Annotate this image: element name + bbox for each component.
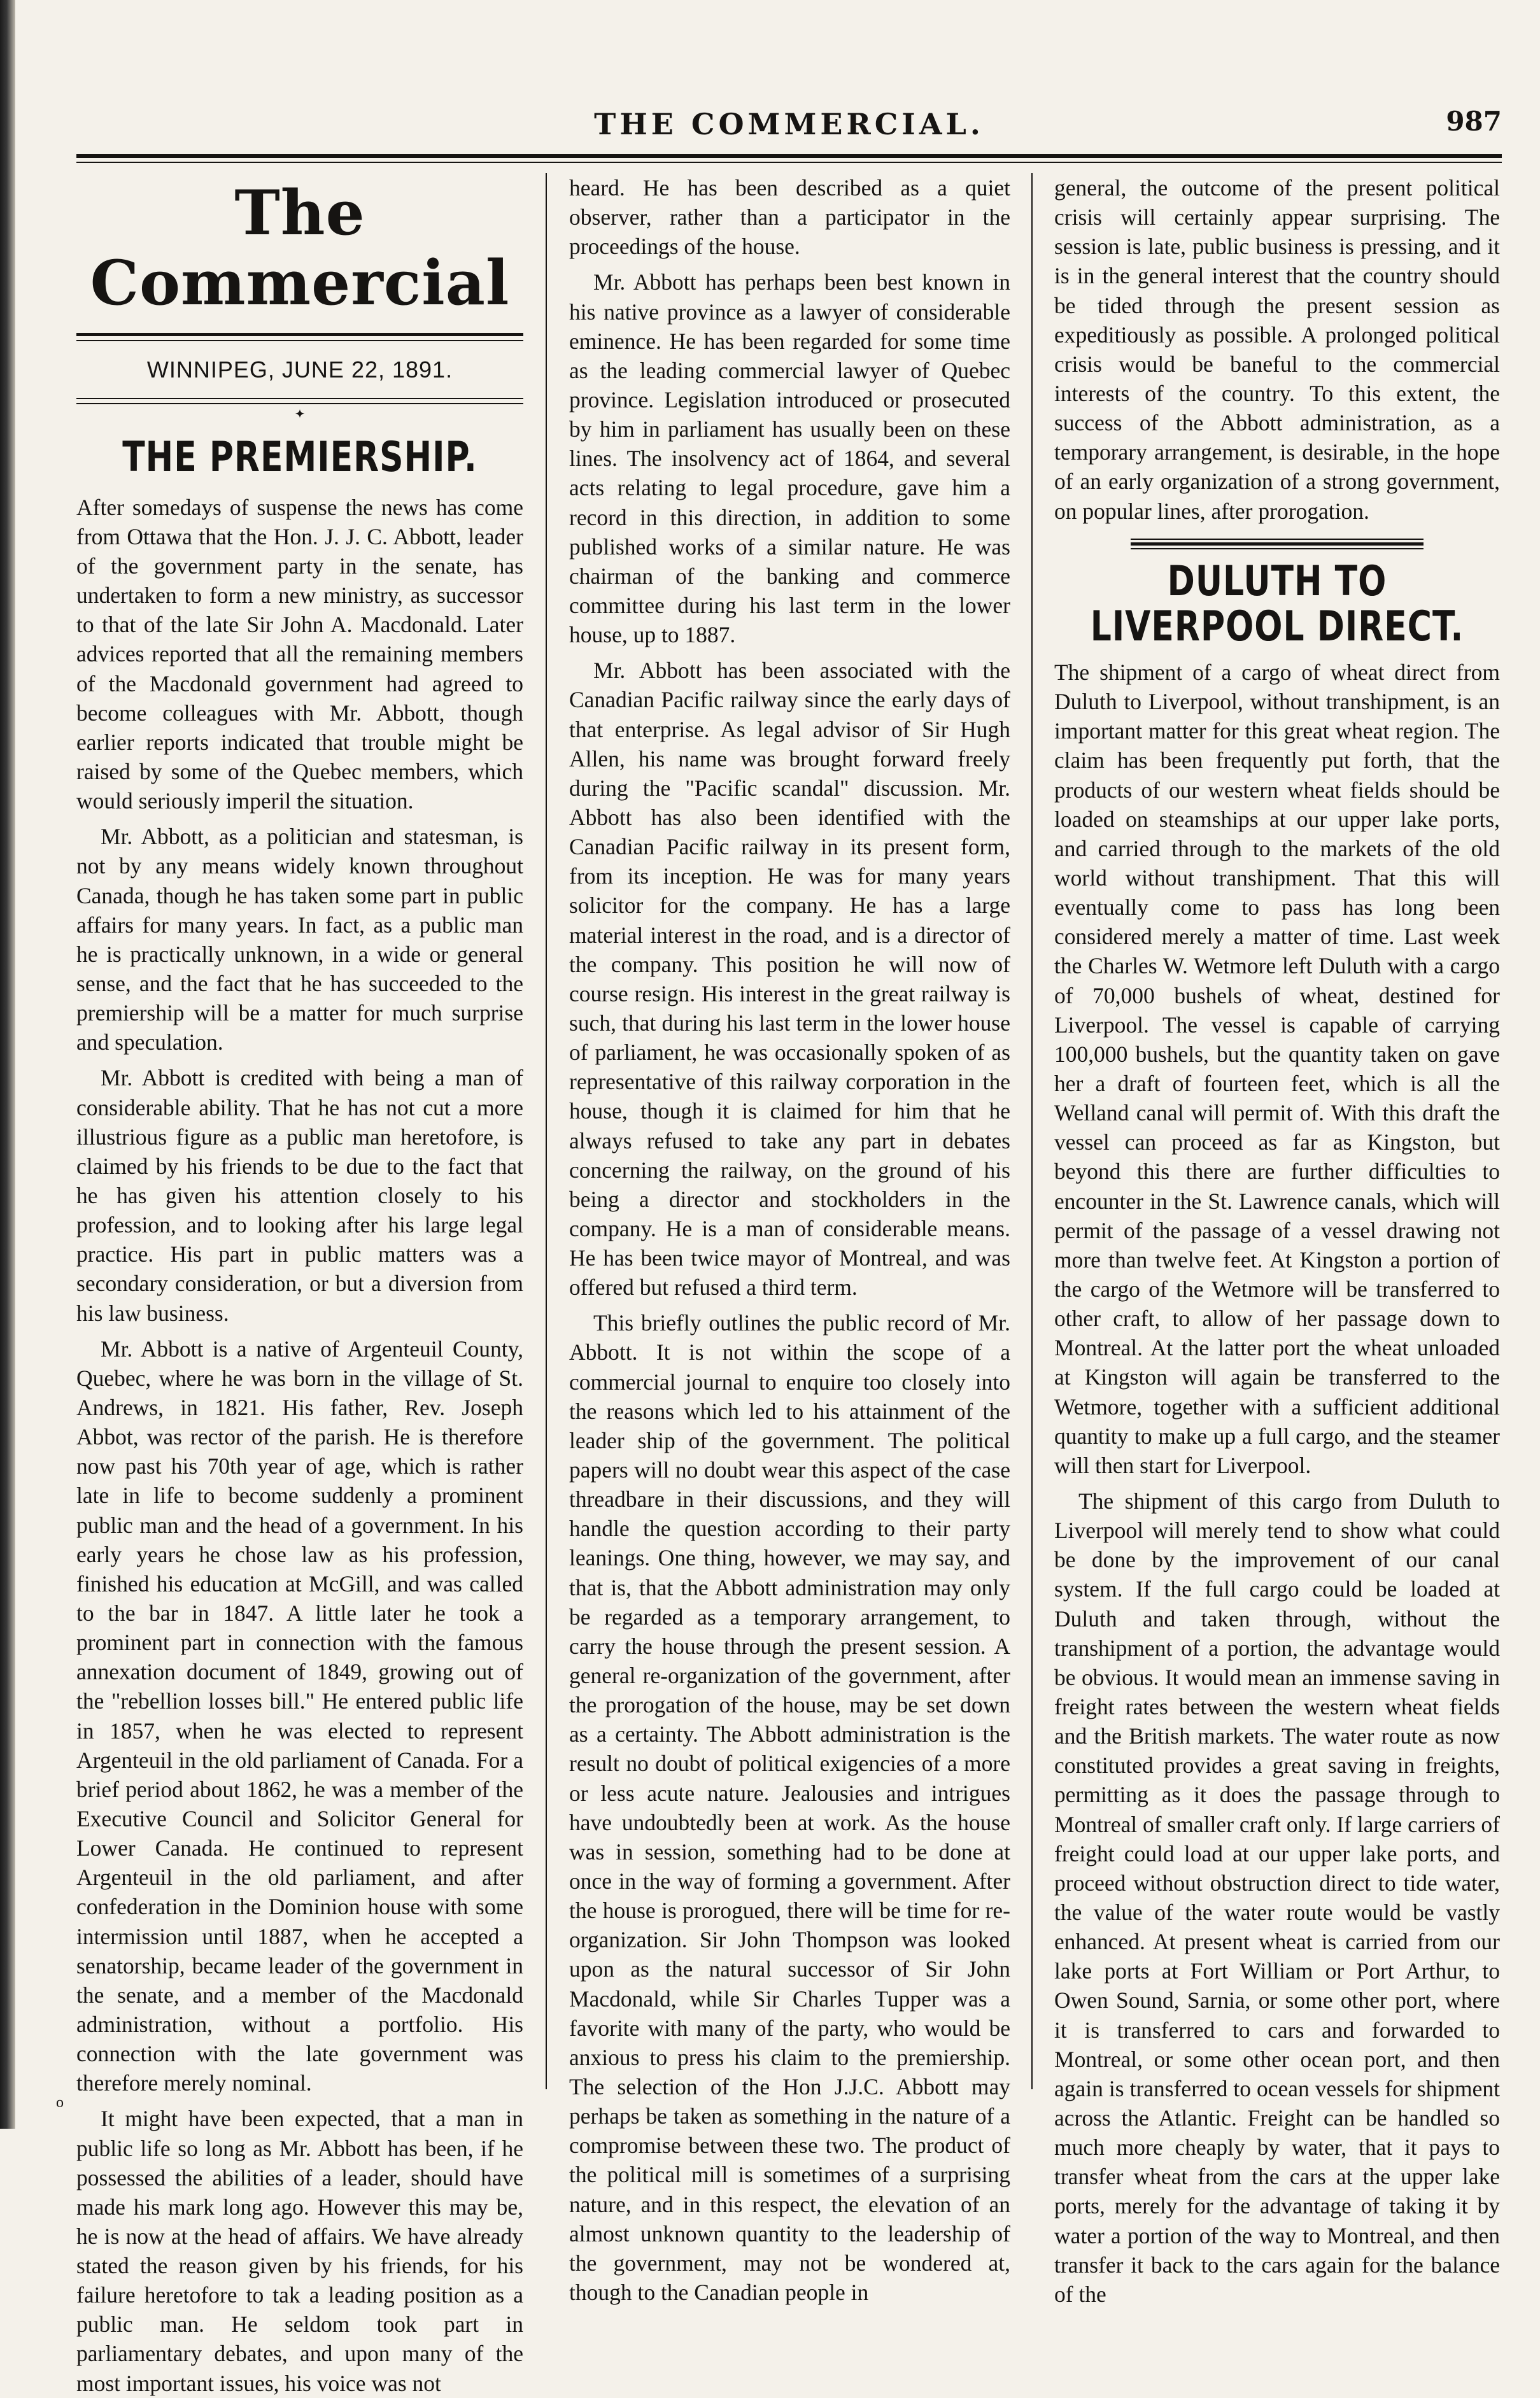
article-paragraph: It might have been expected, that a man in public life so long as Mr. Abbott has been, if he possessed the abilities of a leader, should have made his mark long ago. However this may be, he is now at the head of affairs. We have already stated the reason given by his friends, for his failure heretofore to tak a leading position as a public man. He seldom took part in parliamentary debates, and upon many of the most important issues, his voice was not: [76, 2106, 523, 2396]
masthead-rule: [76, 333, 523, 336]
article-paragraph: The shipment of a cargo of wheat direct from Duluth to Liverpool, without transhipment, is an important matter for this great wheat region. The claim has been frequently put forth, that the products of our western wheat fields should be loaded on steamships at our upper lake ports, and carried through to the markets of the old world without transhipment. That this will eventually come to pass has long been considered merely a matter of time. Last week the Charles W. Wetmore left Duluth with a cargo of 70,000 bushels of wheat, destined for Liverpool. The vessel is capable of carrying 100,000 bushels, but the quantity taken on gave her a draft of fourteen feet, which is all the Welland canal will permit of. With this draft the vessel can proceed as far as Kingston, but beyond this there are further difficulties to encounter in the St. Lawrence canals, which will permit of the passage of a vessel drawing not more than twelve feet. At Kingston a portion of the cargo of the Wetmore will be transferred to other craft, to allow of her passage down to Montreal. At the latter port the wheat unloaded at Kingston will again be transferred to the Wetmore, together with a sufficient additional quantity to make up a full cargo, and the steamer will then start for Liverpool.: [1054, 659, 1500, 1478]
article-paragraph: Mr. Abbott is credited with being a man of considerable ability. That he has not cut a more illustrious figure as a public man heretofore, is claimed by his friends to be due to the fact that he has given his attention closely to his profession, and to looking after his large legal practice. His part in public matters was a secondary consideration, or but a diversion from his law business.: [76, 1065, 523, 1326]
section-separator: [1131, 539, 1423, 549]
page-number: 987: [1446, 106, 1502, 137]
column-divider: [546, 173, 547, 2089]
column-divider: [1031, 173, 1033, 2089]
column-3: [1054, 173, 1500, 2307]
article-paragraph: Mr. Abbott, as a politician and statesman, is not by any means widely known throughout Canada, though he has taken some part in public affairs for many years. In fact, as a public man he is practically unknown, in a wide or general sense, and the fact that he has succeeded to the premiership will be a matter for much surprise and speculation.: [76, 824, 523, 1055]
column-1: [76, 173, 523, 2396]
article-paragraph: heard. He has been described as a quiet observer, rather than a participator in the proceedings of the house.: [569, 175, 1010, 260]
masthead-rule: [76, 340, 523, 341]
ornament-mark: ✦: [294, 407, 306, 421]
dateline-rule: [76, 403, 523, 404]
article-paragraph: Mr. Abbott is a native of Argenteuil County, Quebec, where he was born in the village of St. Andrews, in 1821. His father, Rev. Joseph Abbot, was rector of the parish. He is therefore now past his 70th year of age, which is rather late in life to become suddenly a prominent public man and the head of a government. In his early years he chose law as his profession, finished his education at McGill, and was called to the bar in 1847. A little later he took a prominent part in connection with the famous annexation document of 1849, growing out of the "rebellion losses bill." He entered public life in 1857, when he was elected to represent Argenteuil in the old parliament of Canada. For a brief period about 1862, he was a member of the Executive Council and Solicitor General for Lower Canada. He continued to represent Argenteuil in the old parliament, and after confederation in the Dominion house with some intermission until 1887, when he accepted a senatorship, became leader of the government in the senate, and a member of the Macdonald administration, without a portfolio. His connection with the late government was therefore merely nominal.: [76, 1336, 523, 2096]
article-paragraph: This briefly outlines the public record of Mr. Abbott. It is not within the scope of a commercial journal to enquire too closely into the reasons which led to his attainment of the leader ship of the government. The political papers will no doubt wear this aspect of the case threadbare in their discussions, and they will handle the question according to their party leanings. One thing, however, we may say, and that is, that the Abbott administration may only be regarded as a temporary arrangement, to carry the house through the present session. A general re-organization of the government, after the prorogation of the house, may be set down as a certainty. The Abbott administration is the result no doubt of political exigencies of a more or less acute nature. Jealousies and intrigues have undoubtedly been at work. As the house was in session, something had to be done at once in the way of forming a government. After the house is prorogued, there will be time for re-organization. Sir John Thompson was looked upon as the natural successor of Sir John Macdonald, while Sir Charles Tupper was a favorite with many of the party, who would be anxious to press his claim to the premiership. The selection of the Hon J.J.C. Abbott may perhaps be taken as something in the nature of a compromise between these two. The product of the political mill is sometimes of a surprising nature, and in this respect, the elevation of an almost unknown quantity to the leadership of the government, may not be wondered at, though to the Canadian people in: [569, 1310, 1010, 2305]
dateline: WINNIPEG, JUNE 22, 1891.: [146, 356, 453, 383]
dateline-rule: [76, 398, 523, 399]
article-paragraph: Mr. Abbott has perhaps been best known in his native province as a lawyer of considerable eminence. He has been regarded for some time as the leading commercial lawyer of Quebec province. Legislation introduced or prosecuted by him in parliament has usually been on these lines. The insolvency act of 1864, and several acts relating to legal procedure, gave him a record in this direction, in addition to some published works of a similar nature. He was chairman of the banking and commerce committee during his last term in the lower house, up to 1887.: [569, 269, 1010, 648]
header-rule-thick: [76, 154, 1502, 158]
article-paragraph: general, the outcome of the present political crisis will certainly appear surprising. The session is late, public business is pressing, and it is in the general interest that the country should be tided through the present session as expeditiously as possible. A prolonged political crisis would be baneful to the commercial interests of the country. To this extent, the success of the Abbott administration, as a temporary arrangement, is desirable, in the hope of an early organization of a strong government, on popular lines, after prorogation.: [1054, 175, 1500, 524]
article-headline: THE PREMIERSHIP.: [122, 433, 477, 481]
article-paragraph: After somedays of suspense the news has come from Ottawa that the Hon. J. J. C. Abbott, leader of the government party in the senate, has undertaken to form a new ministry, as successor to that of the late Sir John A. Macdonald. Later advices reported that all the remaining members of the Macdonald government had agreed to become colleagues with Mr. Abbott, though earlier reports indicated that trouble might be raised by some of the Quebec members, which would seriously imperil the situation.: [76, 494, 523, 814]
header-rule-thin: [76, 162, 1502, 163]
footnote-mark: o: [56, 2094, 64, 2111]
running-head: [76, 95, 1502, 146]
article-paragraph: The shipment of this cargo from Duluth to Liverpool will merely tend to show what could be done by the improvement of our canal system. If the full cargo could be loaded at Duluth and taken through, without the transhipment of a portion, the advantage would be obvious. It would mean an immense saving in freight rates between the western wheat fields and the British markets. The water route as now constituted provides a great saving in freights, permitting as it does the passage through to Montreal of smaller craft only. If large carriers of freight could load at our upper lake ports, and proceed without obstruction direct to tide water, the value of the water route would be vastly enhanced. At present wheat is carried from our lake ports at Fort William or Port Arthur, to Owen Sound, Sarnia, or some other port, where it is transferred to cars and forwarded to Montreal, or some other ocean port, and then again is transferred to ocean vessels for shipment across the Atlantic. Freight can be handled so much more cheaply by water, that it pays to transfer wheat from the cars at the upper lake ports, merely for the advantage of taking it by water a portion of the way to Montreal, and then transfer it back to the cars again for the balance of the: [1054, 1488, 1500, 2307]
column-2: [569, 173, 1010, 2305]
running-title: THE COMMERCIAL.: [594, 107, 984, 141]
page-binding-edge: [0, 0, 15, 2129]
article-headline: DULUTH TO LIVERPOOL DIRECT.: [1090, 557, 1464, 651]
masthead: The Commercial: [90, 177, 510, 320]
article-paragraph: Mr. Abbott has been associated with the Canadian Pacific railway since the early days of that enterprise. As legal advisor of Sir Hugh Allen, his name was brought forward freely during the "Pacific scandal" discussion. Mr. Abbott has also been identified with the Canadian Pacific railway in its present form, from its inception. He was for many years solicitor for the company. He has a large material interest in the road, and is a director of the company. This position he will now of course resign. His interest in the great railway is such, that during his last term in the lower house of parliament, he was occasionally spoken of as representative of this railway corporation in the house, though it is claimed for him that he always refused to take any part in debates concerning the railway, on the ground of his being a director and stockholders in the company. He is a man of considerable means. He has been twice mayor of Montreal, and was offered but refused a third term.: [569, 658, 1010, 1301]
